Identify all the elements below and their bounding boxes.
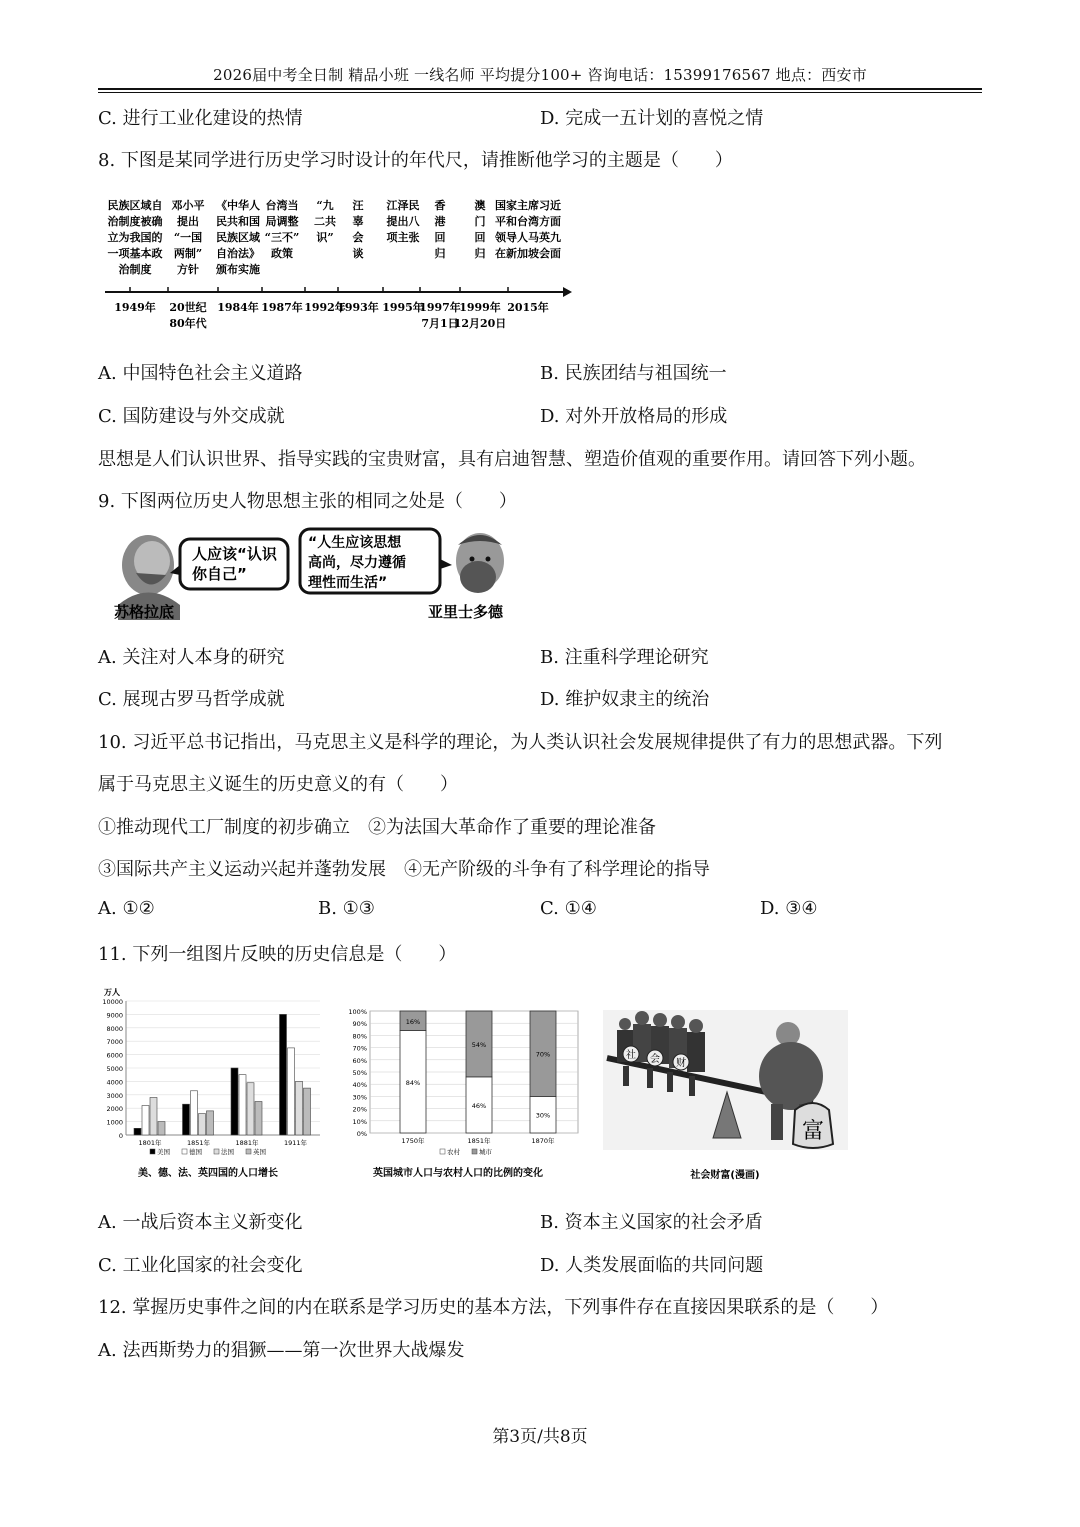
chart2-legend-label: 农村 <box>447 1148 460 1156</box>
chart1-ytick: 5000 <box>106 1065 123 1073</box>
chart1-bar <box>247 1083 254 1135</box>
timeline-event-text: 谈 <box>352 247 364 260</box>
timeline-event-text: 二共 <box>314 215 336 228</box>
timeline-event-text: 民族区域自 <box>107 199 163 212</box>
chart2-ytick: 10% <box>352 1117 367 1126</box>
timeline-year: 1992年 <box>304 301 346 314</box>
timeline-event-8 <box>475 198 486 260</box>
chart2-ytick: 0% <box>356 1130 367 1138</box>
timeline-event-text: 局调整 <box>265 215 299 228</box>
chart1-bar <box>296 1081 303 1135</box>
q9-option-c: C. 展现古罗马哲学成就 <box>98 689 285 710</box>
urban-rural-chart <box>340 1005 585 1185</box>
timeline-event-text: “九 <box>316 199 334 212</box>
timeline-event-text: 江泽民 <box>386 199 420 212</box>
chart1-legend-label: 德国 <box>189 1148 202 1156</box>
bubble-socrates-line1: 人应该“认识 <box>192 545 277 563</box>
chart1-xtick: 1911年 <box>283 1139 308 1147</box>
timeline-event-text: 国家主席习近 <box>495 199 561 212</box>
timeline-event-5 <box>353 198 364 260</box>
timeline-year: 1995年 <box>382 301 424 314</box>
timeline-event-text: 政策 <box>271 247 293 260</box>
timeline-event-text: 两制” <box>173 247 203 260</box>
chart1-bar <box>255 1102 262 1136</box>
chart1-ytick: 9000 <box>106 1011 123 1020</box>
timeline-event-text: 回 <box>474 231 486 244</box>
timeline-event-text: 治制度被确 <box>107 215 163 228</box>
q10-option-c: C. ①④ <box>540 898 597 919</box>
chart1-legend-label: 美国 <box>157 1148 170 1156</box>
timeline-event-text: 汪 <box>352 199 364 212</box>
chart1-ytick: 7000 <box>106 1038 123 1047</box>
header-rule-thin <box>98 92 982 93</box>
money-bag-label: 富 <box>801 1119 825 1144</box>
bubble-aristotle-line3: 理性而生活” <box>308 575 388 591</box>
chart2-xtick: 1870年 <box>531 1137 555 1145</box>
timeline-event-text: 门 <box>474 215 486 228</box>
timeline-event-text: 会 <box>352 231 364 244</box>
q10-items-line2: ③国际共产主义运动兴起并蓬勃发展 ④无产阶级的斗争有了科学理论的指导 <box>98 859 710 880</box>
wealth-cartoon <box>603 1010 848 1185</box>
q11-stem: 11. 下列一组图片反映的历史信息是（ ） <box>98 944 457 965</box>
chart1-xtick: 1851年 <box>186 1139 211 1147</box>
bubble-socrates-line2: 你自己” <box>192 565 247 583</box>
timeline-year: 2015年 <box>507 301 549 314</box>
timeline-event-text: 领导人马英九 <box>495 231 561 244</box>
timeline-event-text: 回 <box>434 231 446 244</box>
chart2-ytick: 100% <box>348 1008 367 1016</box>
chart1-bar <box>158 1122 165 1135</box>
chart2-ytick: 70% <box>352 1044 367 1053</box>
timeline-event-text: 提出八 <box>386 215 420 228</box>
chart2-data-label: 16% <box>405 1017 421 1026</box>
timeline-event-7 <box>435 198 446 260</box>
intro-text: 思想是人们认识世界、指导实践的宝贵财富，具有启迪智慧、塑造价值观的重要作用。请回答下列小题。 <box>98 449 926 470</box>
timeline-figure <box>100 195 575 340</box>
chart1-legend-swatch <box>246 1149 251 1154</box>
timeline-year-sub: 80年代 <box>169 317 207 330</box>
q8-option-a: A. 中国特色社会主义道路 <box>98 363 303 384</box>
chart1-bar <box>150 1097 157 1135</box>
timeline-event-text: 台湾当 <box>265 199 299 212</box>
name-socrates: 苏格拉底 <box>114 603 175 621</box>
header-rule <box>98 88 982 90</box>
chart2-xtick: 1851年 <box>467 1137 491 1145</box>
chart1-ytick: 3000 <box>106 1091 123 1100</box>
timeline-year-sub: 12月20日 <box>453 317 507 330</box>
timeline-event-text: 辜 <box>352 215 364 228</box>
chart1-bar <box>280 1014 287 1135</box>
chart1-ytick: 6000 <box>106 1051 123 1060</box>
chart1-ytick: 2000 <box>106 1105 123 1114</box>
timeline-event-text: 方针 <box>177 263 199 276</box>
chart2-data-label: 54% <box>471 1040 487 1049</box>
timeline-event-text: 归 <box>474 247 486 260</box>
chart1-ytick: 8000 <box>106 1024 123 1033</box>
chart2-ytick: 80% <box>352 1032 367 1041</box>
timeline-year: 1984年 <box>217 301 259 314</box>
q8-option-c: C. 国防建设与外交成就 <box>98 406 285 427</box>
chart1-legend-swatch <box>182 1149 187 1154</box>
timeline-year: 1997年 <box>419 301 461 314</box>
population-chart <box>100 985 325 1185</box>
timeline-event-text: 民族区域 <box>216 231 260 244</box>
chart1-bar <box>231 1068 238 1135</box>
chart2-ytick: 40% <box>352 1081 367 1090</box>
chart1-title: 美、德、法、英四国的人口增长 <box>138 1168 278 1179</box>
q10-stem-line2: 属于马克思主义诞生的历史意义的有（ ） <box>98 774 458 795</box>
timeline-event-text: 项主张 <box>386 231 420 244</box>
bag-label-3: 财 <box>676 1058 686 1069</box>
timeline-event-text: 治制度 <box>118 263 152 276</box>
chart1-bar <box>288 1048 295 1135</box>
timeline-event-1 <box>172 198 205 276</box>
chart2-data-label: 70% <box>535 1050 551 1059</box>
chart2-ytick: 50% <box>352 1069 367 1077</box>
chart2-data-label: 46% <box>471 1101 487 1110</box>
timeline-event-0 <box>108 198 163 276</box>
q10-items-line1: ①推动现代工厂制度的初步确立 ②为法国大革命作了重要的理论准备 <box>98 817 656 838</box>
page-footer: 第3页/共8页 <box>492 1427 588 1447</box>
chart2-legend-swatch <box>440 1149 445 1154</box>
timeline-event-text: “三不” <box>264 231 300 244</box>
timeline-event-2 <box>215 198 261 276</box>
q8-stem: 8. 下图是某同学进行历史学习时设计的年代尺，请推断他学习的主题是（ ） <box>98 150 733 171</box>
timeline-event-text: “一国 <box>173 231 203 244</box>
philosophers-figure <box>108 525 528 625</box>
q10-option-d: D. ③④ <box>760 898 818 919</box>
chart2-legend-swatch <box>472 1149 477 1154</box>
timeline-event-text: 在新加坡会面 <box>495 247 561 260</box>
timeline-event-text: 归 <box>434 247 446 260</box>
q9-option-a: A. 关注对人本身的研究 <box>98 647 285 668</box>
timeline-year: 1999年 <box>459 301 501 314</box>
chart2-title: 英国城市人口与农村人口的比例的变化 <box>373 1168 543 1179</box>
bubble-aristotle-line2: 高尚，尽力遵循 <box>308 555 406 571</box>
chart1-bar <box>191 1091 198 1135</box>
q8-option-d: D. 对外开放格局的形成 <box>540 406 728 427</box>
timeline-event-text: 颁布实施 <box>216 263 260 276</box>
q7-option-d: D. 完成一五计划的喜悦之情 <box>540 108 764 129</box>
q12-option-a: A. 法西斯势力的猖獗——第一次世界大战爆发 <box>98 1340 465 1361</box>
q12-stem: 12. 掌握历史事件之间的内在联系是学习历史的基本方法，下列事件存在直接因果联系的是（ ） <box>98 1297 889 1318</box>
cartoon-caption: 社会财富(漫画) <box>690 1170 760 1181</box>
timeline-event-text: 平和台湾方面 <box>495 215 561 228</box>
timeline-event-text: 提出 <box>177 215 199 228</box>
timeline-year: 1993年 <box>337 301 379 314</box>
chart1-bar <box>239 1075 246 1135</box>
timeline-event-text: 一项基本政 <box>107 247 163 260</box>
timeline-year: 1987年 <box>261 301 303 314</box>
chart2-ytick: 90% <box>352 1020 367 1029</box>
timeline-event-text: 澳 <box>474 199 486 212</box>
q11-option-d: D. 人类发展面临的共同问题 <box>540 1255 764 1276</box>
timeline-event-text: 香 <box>434 199 446 212</box>
q8-option-b: B. 民族团结与祖国统一 <box>540 363 727 384</box>
timeline-arrow <box>563 287 572 297</box>
q10-stem-line1: 10. 习近平总书记指出，马克思主义是科学的理论，为人类认识社会发展规律提供了有力的思想武器。下列 <box>98 732 943 753</box>
chart1-bar <box>142 1106 149 1135</box>
bag-label-2: 会 <box>650 1054 660 1065</box>
q9-option-d: D. 维护奴隶主的统治 <box>540 689 710 710</box>
chart1-ytick: 4000 <box>106 1078 123 1087</box>
name-aristotle: 亚里士多德 <box>428 603 504 621</box>
chart1-xtick: 1881年 <box>235 1139 259 1147</box>
q7-option-c: C. 进行工业化建设的热情 <box>98 108 303 129</box>
chart1-legend <box>150 1147 267 1156</box>
timeline-event-text: 民共和国 <box>216 215 260 228</box>
chart2-ytick: 30% <box>352 1093 367 1102</box>
timeline-event-4 <box>314 198 336 244</box>
chart1-legend-label: 法国 <box>221 1148 234 1156</box>
chart2-data-label: 30% <box>535 1111 551 1120</box>
timeline-event-text: 识” <box>316 231 334 244</box>
q9-option-b: B. 注重科学理论研究 <box>540 647 709 668</box>
chart1-bar <box>199 1114 206 1135</box>
chart1-legend-swatch <box>214 1149 219 1154</box>
chart1-legend-label: 英国 <box>253 1148 266 1156</box>
chart1-xtick: 1801年 <box>138 1139 162 1147</box>
timeline-year: 20世纪 <box>169 301 207 314</box>
bag-label-1: 社 <box>626 1050 636 1061</box>
timeline-event-text: 自治法》 <box>216 247 260 260</box>
timeline-year-sub: 7月1日 <box>421 317 459 330</box>
chart1-bar <box>134 1128 141 1135</box>
timeline-event-3 <box>265 198 300 260</box>
chart2-ytick: 20% <box>352 1105 367 1114</box>
page-header: 2026届中考全日制 精品小班 一线名师 平均提分100+ 咨询电话：15399176567 地点：西安市 <box>213 66 867 84</box>
timeline-event-text: 港 <box>434 215 446 228</box>
timeline-event-text: 邓小平 <box>171 199 205 212</box>
chart2-legend-label: 城市 <box>479 1148 492 1156</box>
chart1-ytick: 10000 <box>102 998 123 1006</box>
chart1-bar <box>304 1088 311 1135</box>
q11-option-c: C. 工业化国家的社会变化 <box>98 1255 303 1276</box>
chart1-bar <box>207 1111 214 1135</box>
q9-stem: 9. 下图两位历史人物思想主张的相同之处是（ ） <box>98 491 517 512</box>
chart1-ytick: 0 <box>118 1132 123 1140</box>
chart1-bar <box>183 1104 190 1135</box>
timeline-event-text: 立为我国的 <box>107 231 163 244</box>
bubble-aristotle-line1: “人生应该思想 <box>308 535 402 551</box>
q10-option-b: B. ①③ <box>318 898 375 919</box>
chart2-data-label: 84% <box>405 1078 421 1087</box>
timeline-event-6 <box>386 198 421 244</box>
q11-option-b: B. 资本主义国家的社会矛盾 <box>540 1212 763 1233</box>
chart2-legend <box>440 1147 493 1156</box>
chart1-ylabel: 万人 <box>104 988 120 997</box>
chart1-ytick: 1000 <box>106 1118 123 1127</box>
aristotle-portrait <box>456 533 504 593</box>
chart1-legend-swatch <box>150 1149 155 1154</box>
timeline-event-text: 《中华人 <box>216 199 260 212</box>
chart2-ytick: 60% <box>352 1056 367 1065</box>
q11-option-a: A. 一战后资本主义新变化 <box>98 1212 303 1233</box>
q10-option-a: A. ①② <box>98 898 155 919</box>
chart2-xtick: 1750年 <box>401 1137 425 1145</box>
timeline-event-9 <box>494 198 561 260</box>
timeline-year: 1949年 <box>114 301 156 314</box>
